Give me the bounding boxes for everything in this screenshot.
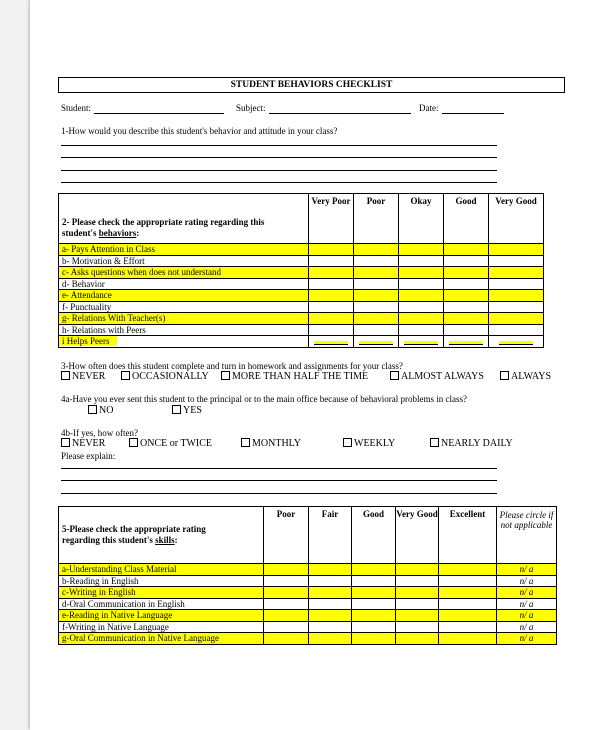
row-label: f- Punctuality [59,301,309,313]
rating-cell[interactable] [264,633,309,645]
row-label: a-Understanding Class Material [59,564,264,576]
option-once-or-twice[interactable]: ONCE or TWICE [129,438,212,450]
column-header-good: Good [352,507,396,564]
table-row [59,598,557,610]
rating-cell[interactable] [309,587,352,599]
rating-cell[interactable] [309,301,354,313]
rating-cell[interactable] [352,575,396,587]
rating-cell[interactable] [309,313,354,325]
row-label-cell [59,336,309,348]
rating-cell[interactable] [489,278,544,290]
row-label: b- Motivation & Effort [59,255,309,267]
student-field-label: Student: [61,103,92,113]
option-occasionally[interactable]: OCCASIONALLY [121,371,209,383]
rating-cell[interactable] [439,575,497,587]
not-applicable-note: Please circle if not applicable [497,507,557,564]
checkbox-icon[interactable] [500,371,509,380]
rating-cell[interactable] [399,324,444,336]
option-always[interactable]: ALWAYS [500,371,551,383]
not-applicable-option[interactable]: n/ a [497,587,557,599]
document-page [30,0,600,730]
rating-cell[interactable] [354,255,399,267]
row-label: a- Pays Attention in Class [59,244,309,256]
rating-cell[interactable] [396,633,439,645]
subject-field-label: Subject: [236,103,266,113]
question-4a-text: 4a-Have you ever sent this student to the principal or to the main office because of behavioral problems in class? [61,394,467,404]
rating-cell[interactable] [354,267,399,279]
not-applicable-option[interactable]: n/ a [497,564,557,576]
answer-line[interactable] [61,170,497,171]
table-row [59,575,557,587]
rating-cell[interactable] [396,587,439,599]
row-label: c-Writing in English [59,587,264,599]
rating-cell[interactable] [444,244,489,256]
column-header-very-good: Very Good [489,194,544,244]
rating-cell[interactable] [439,610,497,622]
table-row [59,336,544,348]
rating-cell[interactable] [309,278,354,290]
rating-cell[interactable] [439,621,497,633]
table-row [59,244,544,256]
rating-cell[interactable] [309,290,354,302]
rating-cell[interactable] [309,564,352,576]
checkbox-icon[interactable] [241,438,250,447]
rating-cell[interactable] [489,255,544,267]
option-no[interactable]: NO [88,405,113,417]
rating-cell[interactable] [309,575,352,587]
table-row [59,621,557,633]
table-row [59,324,544,336]
rating-cell[interactable] [264,587,309,599]
answer-line[interactable] [61,468,497,469]
table-row [59,278,544,290]
question-4b-text: 4b-If yes, how often? [61,428,138,438]
rating-cell[interactable] [309,598,352,610]
rating-cell[interactable] [352,564,396,576]
question-3-text: 3-How often does this student complete and turn in homework and assignments for your class? [61,361,403,371]
column-header-good: Good [444,194,489,244]
rating-cell[interactable] [399,313,444,325]
checkbox-icon[interactable] [61,438,70,447]
row-label: g-Oral Communication in Native Language [59,633,264,645]
option-almost-always[interactable]: ALMOST ALWAYS [390,371,484,383]
rating-cell[interactable] [439,633,497,645]
checkbox-icon[interactable] [172,405,181,414]
row-label: b-Reading in English [59,575,264,587]
rating-cell[interactable] [354,313,399,325]
skills-rating-table [58,506,557,645]
row-label: f-Writing in Native Language [59,621,264,633]
rating-cell[interactable] [354,301,399,313]
checkbox-icon[interactable] [343,438,352,447]
rating-cell[interactable] [399,301,444,313]
rating-cell[interactable] [309,324,354,336]
checkbox-icon[interactable] [221,371,230,380]
rating-cell[interactable] [444,290,489,302]
option-never[interactable]: NEVER [61,371,105,383]
checkbox-icon[interactable] [88,405,97,414]
checkbox-icon[interactable] [61,371,70,380]
table-row [59,587,557,599]
rating-cell[interactable] [444,313,489,325]
rating-cell[interactable] [489,301,544,313]
column-header-okay: Okay [399,194,444,244]
rating-cell[interactable] [399,244,444,256]
rating-cell[interactable] [309,633,352,645]
rating-cell[interactable] [396,598,439,610]
rating-cell[interactable] [444,324,489,336]
rating-cell[interactable] [489,267,544,279]
not-applicable-option[interactable]: n/ a [497,610,557,622]
table-row [59,564,557,576]
table-row [59,313,544,325]
rating-cell[interactable] [354,278,399,290]
rating-cell[interactable] [399,290,444,302]
answer-line[interactable] [61,145,497,146]
column-header-fair: Fair [309,507,352,564]
answer-line[interactable] [61,182,497,183]
column-header-very-poor: Very Poor [309,194,354,244]
rating-cell[interactable] [489,290,544,302]
rating-cell[interactable] [352,598,396,610]
rating-cell[interactable] [352,621,396,633]
rating-cell[interactable] [309,267,354,279]
rating-cell[interactable] [309,336,354,348]
answer-line[interactable] [61,157,497,158]
skills-table-prompt: 5-Please check the appropriate rating regarding this student's skills: [59,507,264,564]
student-field-line[interactable] [94,113,224,114]
column-header-poor: Poor [354,194,399,244]
table-row [59,255,544,267]
table-row [59,301,544,313]
rating-cell[interactable] [399,267,444,279]
subject-field-line[interactable] [269,113,411,114]
rating-cell[interactable] [399,278,444,290]
rating-cell[interactable] [264,564,309,576]
rating-cell[interactable] [264,610,309,622]
rating-cell[interactable] [352,633,396,645]
row-label: d-Oral Communication in English [59,598,264,610]
not-applicable-option[interactable]: n/ a [497,575,557,587]
table-row [59,267,544,279]
rating-cell[interactable] [439,564,497,576]
row-label: e-Reading in Native Language [59,610,264,622]
rating-cell[interactable] [489,313,544,325]
rating-cell[interactable] [444,267,489,279]
checkbox-icon[interactable] [390,371,399,380]
behaviors-table-prompt: 2- Please check the appropriate rating regarding this student's behaviors: [59,194,309,244]
date-field-line[interactable] [442,113,504,114]
answer-line[interactable] [61,480,497,481]
rating-cell[interactable] [489,336,544,348]
option-monthly[interactable]: MONTHLY [241,438,301,450]
rating-cell[interactable] [352,587,396,599]
row-label: i Helps Peers [59,336,117,346]
rating-cell[interactable] [354,244,399,256]
checkbox-icon[interactable] [129,438,138,447]
rating-cell[interactable] [399,336,444,348]
document-title: STUDENT BEHAVIORS CHECKLIST [58,77,565,93]
rating-cell[interactable] [444,336,489,348]
rating-cell[interactable] [309,621,352,633]
please-explain-label: Please explain: [61,451,116,461]
rating-cell[interactable] [396,621,439,633]
column-header-very-good: Very Good [396,507,439,564]
rating-cell[interactable] [264,575,309,587]
not-applicable-option[interactable]: n/ a [497,621,557,633]
rating-cell[interactable] [399,255,444,267]
question-1-text: 1-How would you describe this student's behavior and attitude in your class? [61,126,338,136]
rating-cell[interactable] [444,278,489,290]
rating-cell[interactable] [439,587,497,599]
not-applicable-option[interactable]: n/ a [497,633,557,645]
option-more-than-half[interactable]: MORE THAN HALF THE TIME [221,371,368,383]
rating-cell[interactable] [444,255,489,267]
option-yes[interactable]: YES [172,405,202,417]
rating-cell[interactable] [444,301,489,313]
row-label: h- Relations with Peers [59,324,309,336]
rating-cell[interactable] [354,336,399,348]
rating-cell[interactable] [396,610,439,622]
rating-cell[interactable] [439,598,497,610]
rating-cell[interactable] [264,598,309,610]
date-field-label: Date: [419,103,439,113]
answer-line[interactable] [61,493,497,494]
rating-cell[interactable] [489,324,544,336]
row-label: c- Asks questions when does not understand [59,267,309,279]
option-never[interactable]: NEVER [61,438,105,450]
option-nearly-daily[interactable]: NEARLY DAILY [430,438,513,450]
rating-cell[interactable] [354,290,399,302]
behaviors-rating-table [58,193,544,348]
row-label: d- Behavior [59,278,309,290]
rating-cell[interactable] [489,244,544,256]
not-applicable-option[interactable]: n/ a [497,598,557,610]
rating-cell[interactable] [264,621,309,633]
rating-cell[interactable] [309,244,354,256]
rating-cell[interactable] [352,610,396,622]
table-row [59,290,544,302]
option-weekly[interactable]: WEEKLY [343,438,395,450]
table-row [59,633,557,645]
checkbox-icon[interactable] [430,438,439,447]
column-header-poor: Poor [264,507,309,564]
rating-cell[interactable] [309,255,354,267]
table-row [59,610,557,622]
column-header-excellent: Excellent [439,507,497,564]
rating-cell[interactable] [396,575,439,587]
checkbox-icon[interactable] [121,371,130,380]
rating-cell[interactable] [396,564,439,576]
rating-cell[interactable] [309,610,352,622]
row-label: e- Attendance [59,290,309,302]
rating-cell[interactable] [354,324,399,336]
row-label: g- Relations With Teacher(s) [59,313,309,325]
